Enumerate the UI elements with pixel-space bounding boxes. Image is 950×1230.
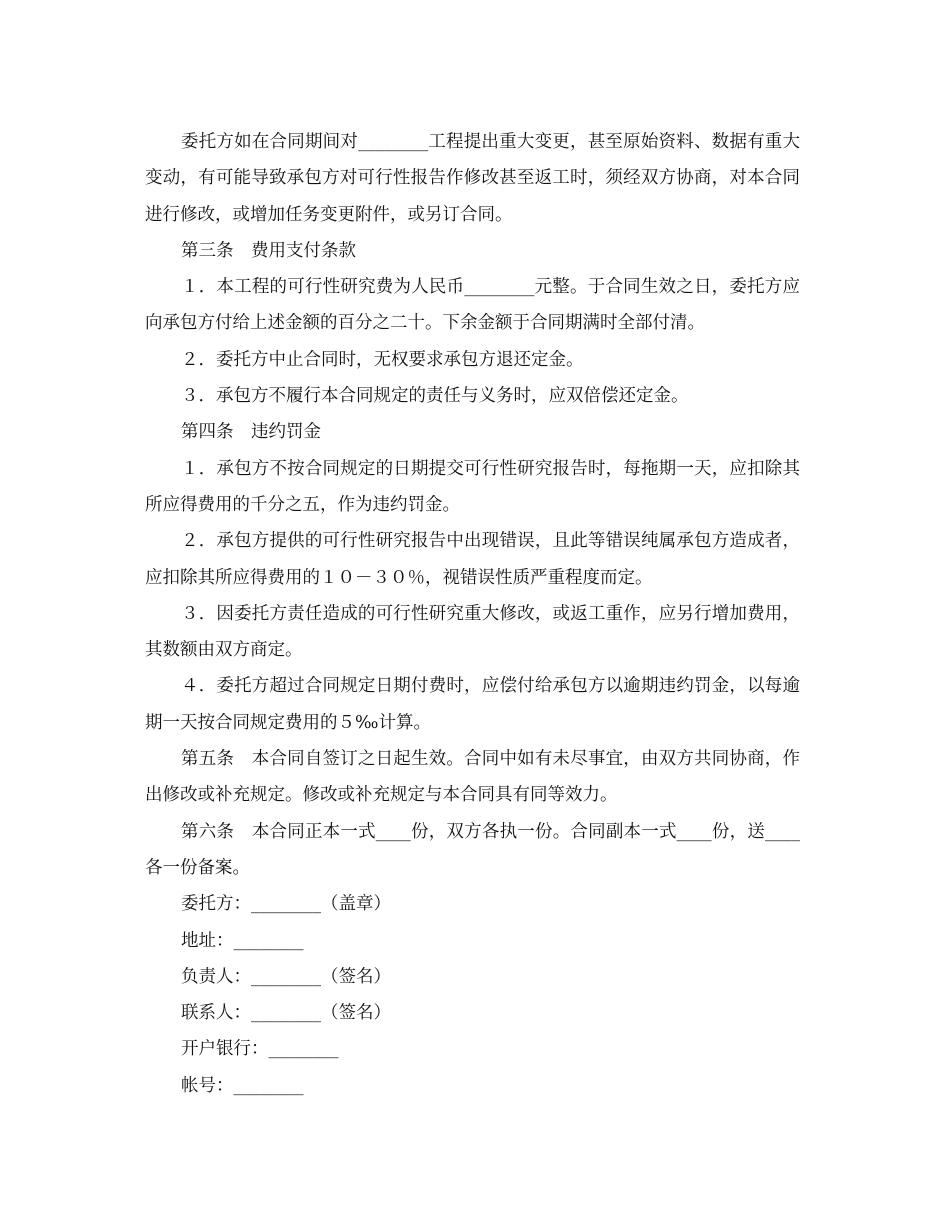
- paragraph-article-5: 第五条 本合同自签订之日起生效。合同中如有未尽事宜，由双方共同协商，作出修改或补充规定。修改或补充规定与本合同具有同等效力。: [145, 749, 800, 806]
- signature-client: 委托方：________（盖章）: [181, 894, 391, 915]
- heading-article-3: 第三条 费用支付条款: [181, 240, 356, 261]
- document-body: [145, 124, 800, 1104]
- paragraph-article-6: 第六条 本合同正本一式____份，双方各执一份。合同副本一式____份，送____各一份备案。: [145, 821, 800, 878]
- paragraph-fee-2: ２．委托方中止合同时，无权要求承包方退还定金。: [181, 349, 584, 370]
- paragraph-fee-3: ３．承包方不履行本合同规定的责任与义务时，应双倍偿还定金。: [181, 386, 689, 407]
- paragraph-penalty-1: １．承包方不按合同规定的日期提交可行性研究报告时，每拖期一天，应扣除其所应得费用的千分之五，作为违约罚金。: [145, 458, 800, 515]
- paragraph-penalty-2: ２．承包方提供的可行性研究报告中出现错误，且此等错误纯属承包方造成者，应扣除其所应得费用的１０－３０％，视错误性质严重程度而定。: [145, 531, 800, 588]
- signature-address: 地址：________: [181, 930, 304, 951]
- signature-bank: 开户银行：________: [181, 1039, 339, 1060]
- paragraph-penalty-4: ４．委托方超过合同规定日期付费时，应偿付给承包方以逾期违约罚金，以每逾期一天按合同规定费用的５‰计算。: [145, 676, 800, 733]
- signature-contact-person: 联系人：________（签名）: [181, 1003, 391, 1024]
- heading-article-4: 第四条 违约罚金: [181, 422, 321, 443]
- paragraph-penalty-3: ３．因委托方责任造成的可行性研究重大修改，或返工重作，应另行增加费用，其数额由双方商定。: [145, 603, 800, 661]
- paragraph-change-clause: 委托方如在合同期间对________工程提出重大变更，甚至原始资料、数据有重大变动，有可能导致承包方对可行性报告作修改甚至返工时，须经双方协商，对本合同进行修改，或增加任务变更附件，或另订合同。: [145, 132, 800, 225]
- signature-account-number: 帐号：________: [181, 1075, 304, 1096]
- paragraph-fee-1: １．本工程的可行性研究费为人民币________元整。于合同生效之日，委托方应向承包方付给上述金额的百分之二十。下余金额于合同期满时全部付清。: [145, 277, 800, 334]
- signature-responsible-person: 负责人：________（签名）: [181, 966, 391, 987]
